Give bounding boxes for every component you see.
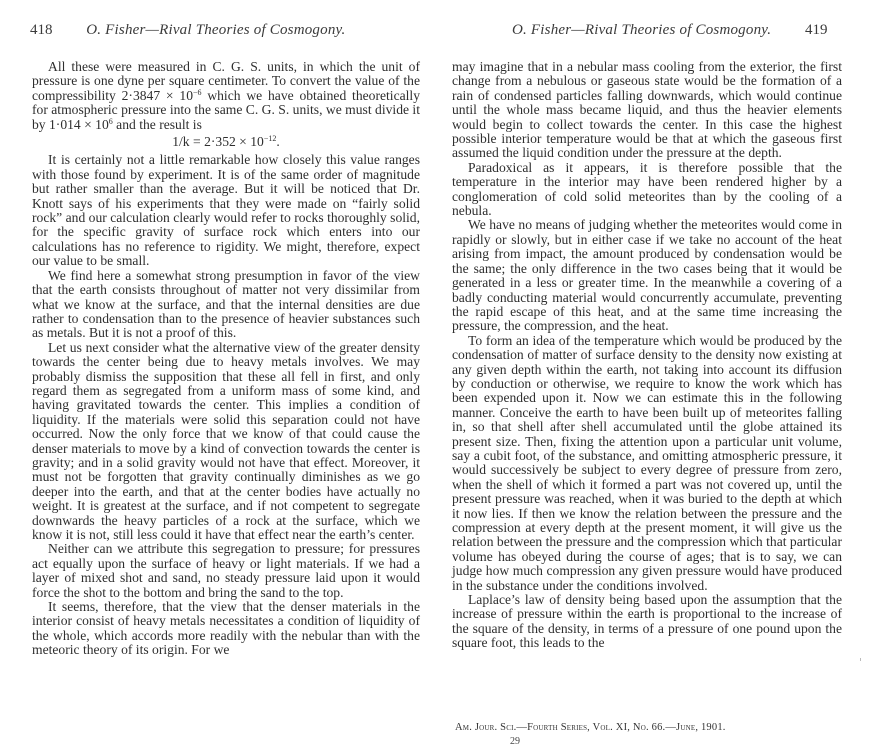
paragraph: Laplace’s law of density being based upon the assumption that the increase of pressure within the earth is proportional to the increase of the square of the density, in terms of a pressure of one pound upon the square foot, this leads to the bbox=[452, 592, 842, 651]
paragraph: We have no means of judging whether the meteorites would come in rapidly or slowly, but in either case if we take no account of the heat arising from impact, the amount produced by condensation would be the same; the only difference in the two cases being that it would be generated in a less or greater time. In the meanwhile a covering of a badly conducting material would concurrently accumulate, preventing the rapid escape of this heat, and at the same time increasing the pressure, the compression, and the heat. bbox=[452, 217, 842, 334]
paragraph: We find here a somewhat strong presumption in favor of the view that the earth consists throughout of matter not very dissimilar from what we know at the surface, and that the internal densities are due rather to condensation than to the presence of heavier substances such as metals. But it is not a proof of this. bbox=[32, 267, 420, 341]
exponent: 6 bbox=[108, 116, 113, 126]
formula-end: . bbox=[276, 134, 280, 150]
formula-exponent: −12 bbox=[263, 134, 277, 144]
paragraph-text: and the result is bbox=[112, 116, 202, 132]
page-number-right: 419 bbox=[805, 22, 828, 38]
paragraph bbox=[32, 60, 420, 132]
running-head-title-left: O. Fisher—Rival Theories of Cosmogony. bbox=[86, 22, 346, 38]
paragraph: It is certainly not a little remarkable how closely this value ranges with those found by experiment. It is of the same order of magnitude but rather smaller than the average. But it will be noticed that Dr. Knott says of his experiments that they were made on “fairly solid rock” and our calculation clearly would refer to rocks thoroughly solid, for the specific gravity of surface rock which enters into our calculations has no reference to rigidity. We might, therefore, expect our value to be small. bbox=[32, 152, 420, 269]
paragraph: Let us next consider what the alternative view of the greater density towards the center being due to heavy metals involves. We may probably dismiss the supposition that these all fell in first, and only regard them as segregated from a uniform mass of some kind, and having gravitated towards the center. This implies a condition of liquidity. If the materials were solid this separation could not have occurred. Now the only force that we know of that could cause the denser materials to move by a kind of convection towards the center is gravity; and in a solid gravity would not have that effect. Moreover, it must not be forgotten that gravity continually diminishes as we go deeper into the earth, and that at the center bodies have actually no weight. It is greatest at the surface, and if not competent to segregate downwards the heavy particles of a rock at the surface, which we know it is not, still less could it have that effect near the earth’s center. bbox=[32, 339, 420, 542]
page-number-left: 418 bbox=[30, 22, 53, 38]
right-body-text bbox=[452, 60, 842, 651]
formula bbox=[32, 135, 420, 149]
paragraph: It seems, therefore, that the view that the denser materials in the interior consist of heavy metals necessitates a condition of liquidity of the whole, which accords more readily with the nebular than with the meteoric theory of its origin. For we bbox=[32, 599, 420, 658]
signature-mark: 29 bbox=[510, 736, 520, 747]
running-head-right bbox=[512, 22, 828, 39]
paragraph-continuation: may imagine that in a nebular mass cooling from the exterior, the first change from a nebulous or gaseous state would be the formation of a rain of condensed particles falling downwards, which would continue until the whole mass became liquid, and thus the heavier elements would begin to collect towards the center. In this case the highest possible interior temperature would be that at which the gaseous first assumed the liquid condition under the pressure at the depth. bbox=[452, 59, 842, 161]
scan-speck bbox=[860, 658, 861, 661]
journal-footer: Am. Jour. Sci.—Fourth Series, Vol. XI, No. 66.—June, 1901. bbox=[455, 722, 726, 733]
paragraph: Neither can we attribute this segregation to pressure; for pressures act equally upon the surface of heavy or light materials. If we had a layer of mixed shot and sand, no steady pressure laid upon it would force the shot to the bottom and bring the sand to the top. bbox=[32, 541, 420, 600]
right-page bbox=[440, 0, 880, 750]
paragraph: To form an idea of the temperature which would be produced by the condensation of matter of surface density to the density now existing at any given depth within the earth, not taking into account its diffusion by conduction or otherwise, we require to know the work which has been expended upon it. Now we can estimate this in the following manner. Conceive the earth to have been built up of meteorites falling in, so that shell after shell accumulated until the globe attained its present size. Then, fixing the attention upon a particular unit volume, say a cubit foot, of the substance, and omitting atmospheric pressure, it would successively be subject to every degree of pressure from zero, when the shell of which it formed a part was not covered up, until the present pressure was reached, when it was buried to the depth at which it now lies. If then we know the relation between the pressure and the compression at every depth at the present moment, it will give us the relation between the pressure and the compression which that particular volume has obeyed during the course of ages; that is to say, we can judge how much compression any given pressure would have produced in the substance under the conditions involved. bbox=[452, 332, 842, 593]
paragraph-text: which we have obtained theoretically for atmospheric pressure into the same C. G. S. units, we must divide it by 1·014 × 10 bbox=[32, 87, 420, 132]
paragraph-text: All these were measured in C. G. S. units, in which the unit of pressure is one dyne per square centimeter. To convert the value of the compressibility 2·3847 × 10 bbox=[32, 59, 420, 103]
left-body-text bbox=[32, 60, 420, 658]
formula-text: 1/k = 2·352 × 10 bbox=[172, 134, 264, 150]
paragraph: Paradoxical as it appears, it is therefore possible that the temperature in the interior may have been rendered higher by a conglomeration of cold solid meteorites than by the cooling of a nebula. bbox=[452, 159, 842, 219]
running-head-title-right: O. Fisher—Rival Theories of Cosmogony. bbox=[512, 22, 772, 38]
exponent: −6 bbox=[193, 87, 202, 97]
running-head-left bbox=[30, 22, 346, 39]
